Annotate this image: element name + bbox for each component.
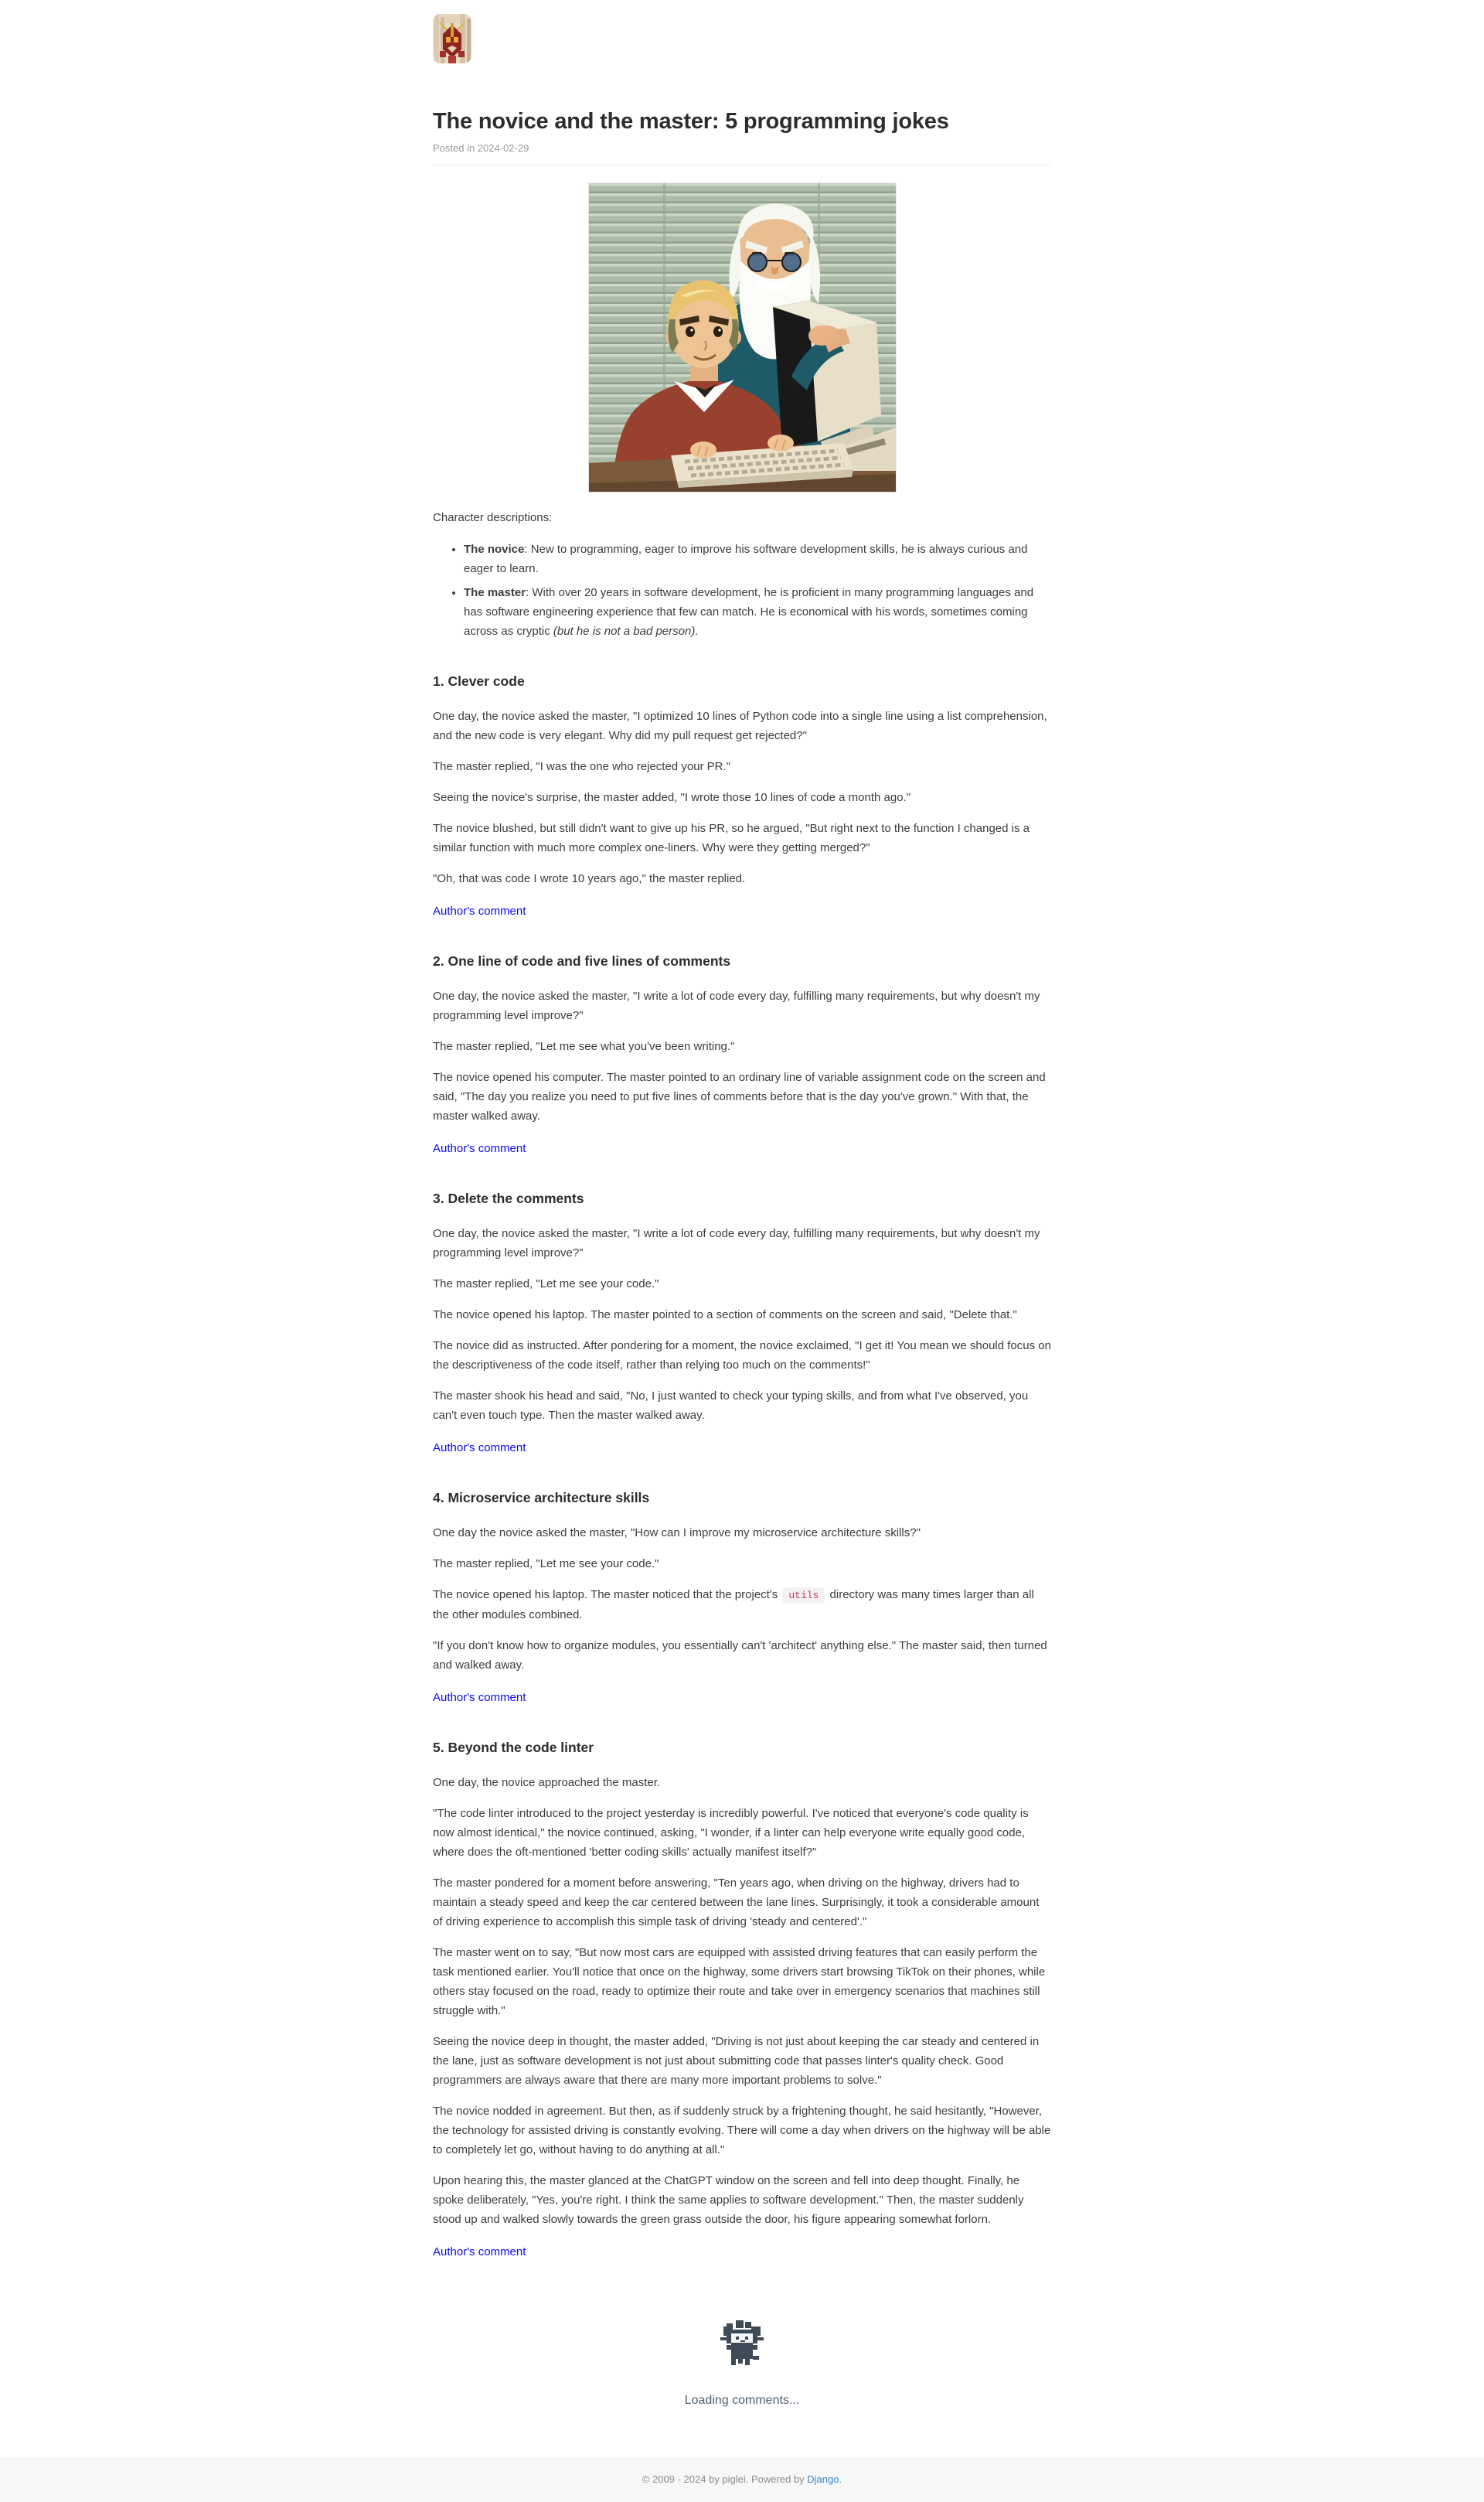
paragraph: Seeing the novice's surprise, the master added, "I wrote those 10 lines of code a month ago." <box>433 791 911 804</box>
paragraph: The novice did as instructed. After pondering for a moment, the novice exclaimed, "I get it! You mean we should focus on the descriptiveness of the code itself, rather than relying too much on the comments!" <box>433 1339 1051 1372</box>
cat-mascot-icon <box>720 2320 764 2370</box>
character-name: The novice <box>464 543 525 556</box>
post-title: The novice and the master: 5 programming jokes <box>433 109 949 134</box>
section-heading: 4. Microservice architecture skills <box>433 1490 650 1505</box>
paragraph: The novice blushed, but still didn't want to give up his PR, so he argued, "But right next to the function I changed is a similar function with much more complex one-liners. Why were they getting merged?" <box>433 822 1030 854</box>
paragraph: The master went on to say, "But now most cars are equipped with assisted driving features that can easily perform the task mentioned earlier. You'll notice that once on the highway, some drivers start browsing TikTok on their phones, while others stay focused on the road, ready to optimize their route and take over in emergency scenarios that machines still struggle with." <box>433 1946 1046 2017</box>
character-desc-italic: (but he is not a bad person) <box>553 625 696 638</box>
paragraph: One day, the novice asked the master, "I optimized 10 lines of Python code into a single line using a list comprehension, and the new code is very elegant. Why did my pull request get rejected?" <box>433 710 1047 742</box>
paragraph: One day, the novice approached the master. <box>433 1776 661 1789</box>
character-desc: . <box>695 625 699 638</box>
character-desc: : New to programming, eager to improve his software development skills, he is always curious and eager to learn. <box>464 543 1028 575</box>
paragraph: The master replied, "Let me see your code." <box>433 1277 659 1290</box>
paragraph: The master shook his head and said, "No, I just wanted to check your typing skills, and from what I've observed, you can't even touch type. Then the master walked away. <box>433 1389 1029 1422</box>
authors-comment-link[interactable]: Author's comment <box>433 1142 526 1155</box>
paragraph: The master pondered for a moment before answering, "Ten years ago, when driving on the highway, drivers had to maintain a steady speed and keep the car centered between the lane lines. Surprisingly, it took a considerable amount of driving experience to accomplish this simple task of driving 'steady and centered'." <box>433 1876 1040 1928</box>
paragraph: The master replied, "Let me see your code." <box>433 1557 659 1570</box>
joke-section-5 <box>433 1740 1051 2262</box>
paragraph <box>433 1585 1051 1624</box>
paragraph: The novice opened his computer. The master pointed to an ordinary line of variable assignment code on the screen and said, "The day you realize you need to put five lines of comments before that is the day you've grown." With that, the master walked away. <box>433 1071 1046 1123</box>
section-heading: 1. Clever code <box>433 673 525 689</box>
comments-loading-text: Loading comments... <box>684 2394 800 2407</box>
authors-comment-link[interactable]: Author's comment <box>433 1441 526 1454</box>
footer-period: . <box>839 2473 842 2485</box>
paragraph: One day, the novice asked the master, "I write a lot of code every day, fulfilling many requirements, but why doesn't my programming level improve?" <box>433 1227 1040 1260</box>
section-heading: 3. Delete the comments <box>433 1191 584 1206</box>
authors-comment-link[interactable]: Author's comment <box>433 1691 526 1704</box>
comments-area <box>433 2320 1051 2408</box>
paragraph: "The code linter introduced to the project yesterday is incredibly powerful. I've noticed that everyone's code quality is now almost identical," the novice continued, asking, "I wonder, if a linter can help everyone write equally good code, where does the oft-mentioned 'better coding skills' actually manifest itself?" <box>433 1807 1029 1859</box>
paragraph: "If you don't know how to organize modules, you essentially can't 'architect' anything else." The master said, then turned and walked away. <box>433 1639 1047 1672</box>
joke-section-2 <box>433 953 1051 1158</box>
inline-code: utils <box>782 1587 825 1604</box>
paragraph: The master replied, "Let me see what you've been writing." <box>433 1040 735 1053</box>
joke-section-3 <box>433 1191 1051 1457</box>
section-heading: 5. Beyond the code linter <box>433 1740 594 1755</box>
joke-section-1 <box>433 673 1051 921</box>
character-desc: : With over 20 years in software development, he is proficient in many programming languages and has software engineering experience that few can match. He is economical with his words, sometimes coming across as cryptic <box>464 586 1034 638</box>
joke-section-4 <box>433 1490 1051 1707</box>
paragraph-text: The novice opened his laptop. The master noticed that the project's <box>433 1588 781 1601</box>
copyright-text: © 2009 - 2024 by piglei. Powered by <box>642 2473 808 2485</box>
list-item <box>464 540 1051 578</box>
paragraph-text: directory was many times larger than all the other modules combined. <box>433 1588 1034 1621</box>
content-column <box>433 0 1051 2408</box>
intro-lead: Character descriptions: <box>433 511 553 524</box>
character-name: The master <box>464 586 526 599</box>
paragraph: The novice opened his laptop. The master pointed to a section of comments on the screen and said, "Delete that." <box>433 1308 1017 1321</box>
paragraph: One day, the novice asked the master, "I write a lot of code every day, fulfilling many requirements, but why doesn't my programming level improve?" <box>433 990 1040 1022</box>
site-logo-link[interactable] <box>433 14 471 63</box>
authors-comment-link[interactable]: Author's comment <box>433 2245 526 2258</box>
django-link[interactable]: Django <box>807 2473 839 2485</box>
paragraph: Upon hearing this, the master glanced at the ChatGPT window on the screen and fell into deep thought. Finally, he spoke deliberately, "Yes, you're right. I think the same applies to software development." Then, the master suddenly stood up and walked slowly towards the green grass outside the door, his figure appearing somewhat forlorn. <box>433 2174 1024 2226</box>
post-illustration <box>433 182 1051 496</box>
authors-comment-link[interactable]: Author's comment <box>433 905 526 918</box>
paragraph: The master replied, "I was the one who rejected your PR." <box>433 760 730 773</box>
post-meta: Posted in 2024-02-29 <box>433 142 529 154</box>
paragraph: "Oh, that was code I wrote 10 years ago," the master replied. <box>433 872 746 885</box>
site-footer <box>0 2457 1484 2502</box>
paragraph: Seeing the novice deep in thought, the master added, "Driving is not just about keeping the car steady and centered in the lane, just as software development is not just about submitting code that passes linter's quality check. Good programmers are always aware that there are many more important problems to solve." <box>433 2035 1040 2087</box>
character-list <box>433 540 1051 641</box>
paragraph: The novice nodded in agreement. But then, as if suddenly struck by a frightening thought, he said hesitantly, "However, the technology for assisted driving is constantly evolving. There will come a day when drivers on the highway will be able to completely let go, without having to do anything at all." <box>433 2105 1051 2156</box>
section-heading: 2. One line of code and five lines of comments <box>433 953 731 969</box>
paragraph: One day the novice asked the master, "How can I improve my microservice architecture skills?" <box>433 1526 921 1539</box>
site-logo-icon <box>433 14 471 63</box>
list-item <box>464 583 1051 641</box>
